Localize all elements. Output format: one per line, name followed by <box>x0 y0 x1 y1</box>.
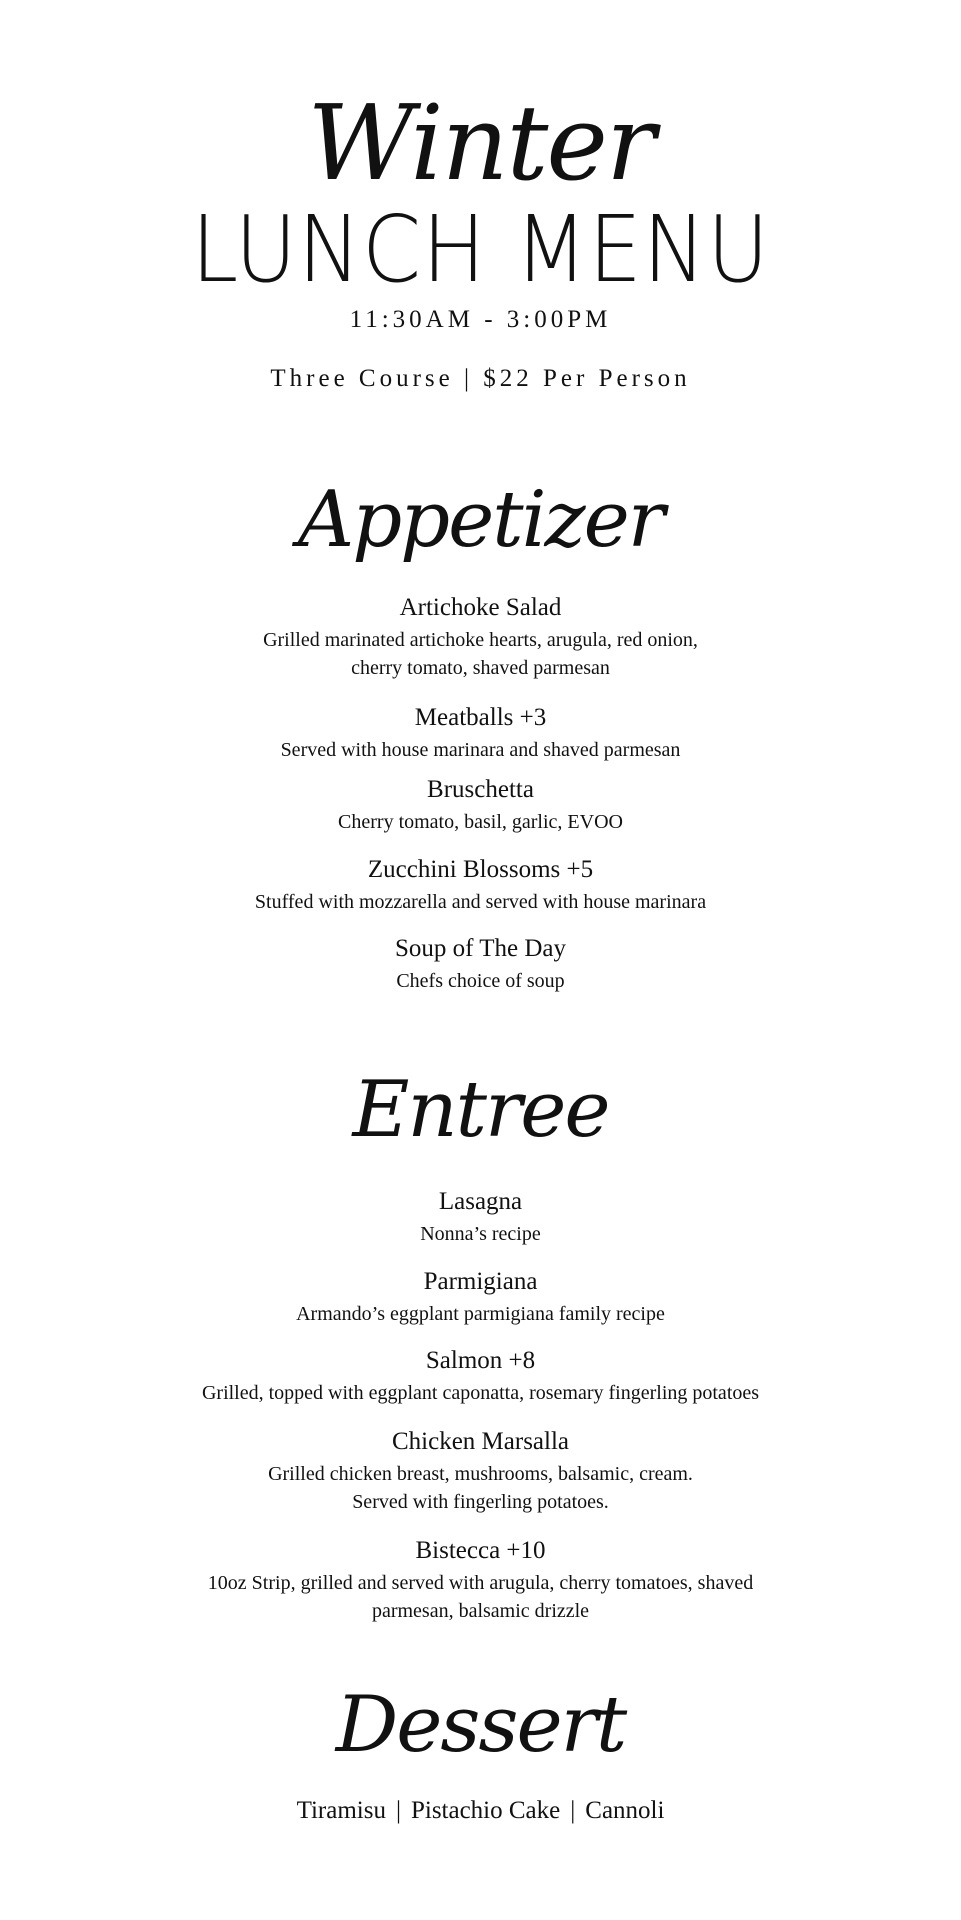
dessert-list <box>0 1795 961 1827</box>
menu-item-name: Meatballs +3 <box>414 704 547 731</box>
pricing-line: Three Course | $22 Per Person <box>270 365 691 392</box>
menu-item-name: Lasagna <box>438 1188 523 1215</box>
menu-item <box>100 854 861 916</box>
dessert-separator: | <box>395 1797 401 1824</box>
page-title: LUNCH MENU <box>191 196 770 303</box>
menu-item-description: Cherry tomato, basil, garlic, EVOO <box>338 811 623 833</box>
menu-item-description: Stuffed with mozzarella and served with house marinara <box>254 891 707 913</box>
menu-item <box>100 774 861 836</box>
menu-item <box>100 1186 861 1248</box>
menu-item-name: Zucchini Blossoms +5 <box>367 856 594 883</box>
section-title-entree: Entree <box>352 1065 609 1155</box>
menu-item-description: parmesan, balsamic drizzle <box>371 1600 590 1622</box>
section-title-dessert: Dessert <box>335 1680 626 1770</box>
menu-item <box>100 1426 861 1516</box>
menu-item-description: Chefs choice of soup <box>396 970 565 992</box>
menu-item-description: Nonna’s recipe <box>420 1223 541 1245</box>
menu-item-description: Grilled marinated artichoke hearts, arugula, red onion, <box>263 629 698 651</box>
section-title-appetizer: Appetizer <box>297 475 664 565</box>
menu-item-description: Grilled, topped with eggplant caponatta, rosemary fingerling potatoes <box>201 1382 760 1404</box>
menu-item <box>100 1535 861 1625</box>
menu-item-description: Grilled chicken breast, mushrooms, balsamic, cream. <box>268 1463 693 1485</box>
menu-item <box>100 702 861 764</box>
menu-item <box>100 1266 861 1328</box>
title-script: Winter <box>307 82 654 204</box>
menu-item-description: cherry tomato, shaved parmesan <box>351 657 610 679</box>
service-hours: 11:30AM - 3:00PM <box>349 306 612 333</box>
dessert-item: Pistachio Cake <box>410 1797 561 1824</box>
menu-item <box>100 933 861 995</box>
menu-item-name: Salmon +8 <box>425 1347 536 1374</box>
menu-item-name: Artichoke Salad <box>399 594 562 621</box>
menu-item-name: Bistecca +10 <box>415 1537 546 1564</box>
menu-item-description: Served with house marinara and shaved parmesan <box>280 739 681 761</box>
menu-item-description: 10oz Strip, grilled and served with arugula, cherry tomatoes, shaved <box>207 1572 754 1594</box>
menu-item-description: Served with fingerling potatoes. <box>352 1491 609 1513</box>
dessert-item: Tiramisu <box>296 1797 386 1824</box>
menu-item-name: Chicken Marsalla <box>391 1428 570 1455</box>
menu-item-name: Parmigiana <box>423 1268 538 1295</box>
menu-item-name: Soup of The Day <box>394 935 567 962</box>
menu-item <box>100 1345 861 1407</box>
menu-item <box>100 592 861 682</box>
dessert-item: Cannoli <box>585 1797 665 1824</box>
menu-item-name: Bruschetta <box>427 776 534 803</box>
menu-item-description: Armando’s eggplant parmigiana family recipe <box>296 1303 665 1325</box>
dessert-separator: | <box>570 1797 576 1824</box>
